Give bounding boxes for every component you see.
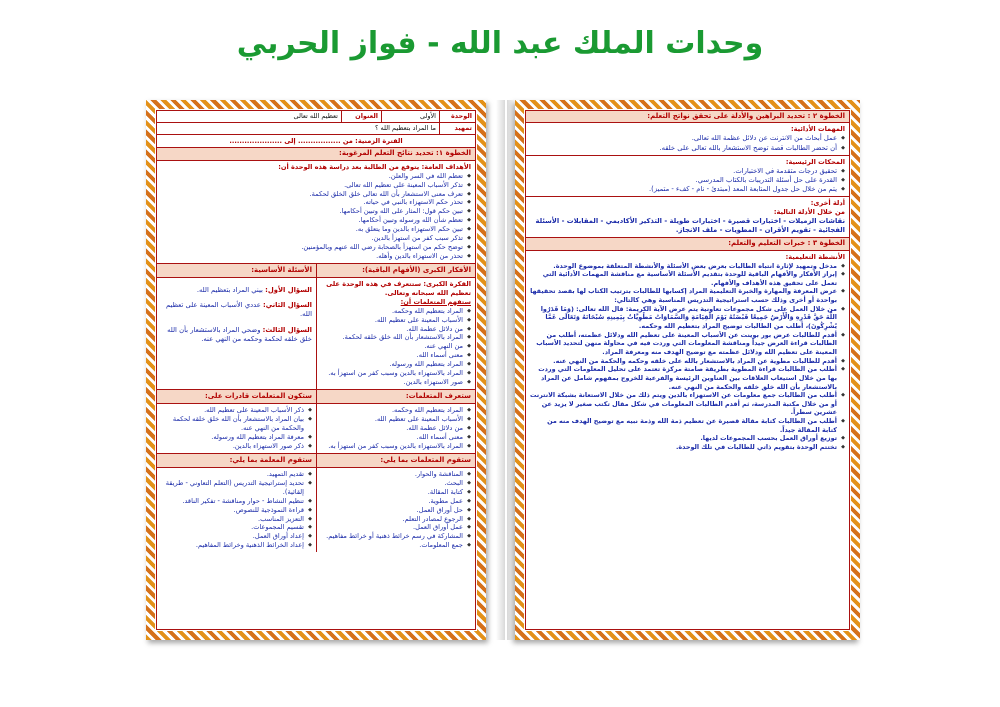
understand-item: ◆ المراد بالاستهزاء بالدين وسبب كفر من استهزأ به. xyxy=(321,369,471,378)
right-document-page xyxy=(515,100,860,640)
student-activity-item: ◆ عمل أوراق العمل. xyxy=(321,523,471,532)
teacher-activity-item: ◆ تقديم التمهيد. xyxy=(161,470,312,479)
skills-title: ستكون المتعلمات قادرات على: xyxy=(157,390,316,403)
teacher-activity-item: ◆ إعداد أوراق العمل. xyxy=(161,532,312,541)
other-evidence-text: نقاشات الزميلات - اختبارات قصيرة - اختبارات طويلة - التذكير الأكاديمي - المقابلات - الأسئلة الفجائية - تقويم الأقران - المطويات - ملف الانجاز. xyxy=(535,216,845,235)
teacher-activity-item: ◆ تقسيم المجموعات. xyxy=(161,523,312,532)
teacher-do-list xyxy=(161,470,312,550)
task-item: ◆ أن تحضر الطالبات قصة توضح الاستشعار بالله تعالى على خلقه. xyxy=(530,144,845,153)
activity-item: ◆ أقدم للطالبات عرض بور بوينت عن الأسباب المعينة على تعظيم الله ودلائل عظمته، أطلب من الطالبات قراءة العرض جيداً ومناقشة المعلومات التي وردت فيه في محاولة منهن لتحديد الأسباب المعينة على تعظيم الله ودلائل عظمته مع توضيح الهدف منه ومعرفة المراد. xyxy=(530,331,845,357)
essential-questions-title: الأسئلة الأساسية: xyxy=(157,264,316,277)
activity-item: ◆ أطلب من الطالبات قراءة المطوية بطريقة صامتة مركزة تعتمد على تحليل المعلومات التي وردت بها من خلال استيعاب العلاقات بين العناوين الرئيسة والفرعية للخروج بمفهوم شامل عن المراد بالاستشعار بأن الله خلق خلقه والحكمة من النهي عنه. xyxy=(530,365,845,391)
activity-item: ◆ مدخل وتمهيد لإثارة انتباه الطالبات بعرض بعض الأسئلة والأنشطة المتعلقة بموضوع الوحدة. xyxy=(530,262,845,271)
intro-row xyxy=(157,123,475,135)
other-evidence-title: أدلة أخرى: xyxy=(810,199,845,208)
intro-value: ما المراد بتعظيم الله ؟ xyxy=(375,123,436,132)
understand-item: ◆ المراد بتعظيم الله وحكمه. xyxy=(321,307,471,316)
knowledge-item: ◆ معنى أسماء الله. xyxy=(321,433,471,442)
knowledge-list xyxy=(321,406,471,450)
step2-header: الخطوة ٢ : تحديد البراهين والأدلة على تحقق نواتج التعلم: xyxy=(526,111,849,123)
skill-item: ◆ ذكر صور الاستهزاء بالدين. xyxy=(161,442,312,451)
skill-item: ◆ معرفة المراد بتعظيم الله ورسوله. xyxy=(161,433,312,442)
activity-item: ◆ أطلب من الطالبات جمع معلومات عن الاستهزاء بالدين ويتم ذلك من خلال الاستعانة بشبكة الانترنت أو من خلال مكتبة المدرسة، ثم أقدم الطالبات المعلومات في شكل مقال تكتب صغير لا يزيد عن عشرين سطراً. xyxy=(530,391,845,417)
unit-value: الأولى xyxy=(381,111,439,122)
skills-list xyxy=(161,406,312,450)
activity-item: ◆ أطلب من الطالبات كتابة مقالة قصيرة عن تعظيم ذمة الله وذمة نبيه مع توضيح الهدف منه من كتابة المقالة جيداً. xyxy=(530,417,845,434)
activities-title: الأنشطة التعليمية: xyxy=(785,252,845,261)
task-item: ◆ عمل أبحاث من الانترنت عن دلائل عظمة الله تعالى. xyxy=(530,134,845,143)
knowledge-item: ◆ المراد بتعظيم الله وحكمه. xyxy=(321,406,471,415)
big-ideas-title: الأفكار الكبرى (الأفهام الباقية): xyxy=(316,264,475,277)
page-title: وحدات الملك عبد الله - فواز الحربي xyxy=(236,26,764,61)
activity-item: ◆ إبراز الأفكار والأفهام الباقية للوحدة بتقديم الأسئلة الأساسية مع مناقشة المهمات الأدائية التي تعمل على تحقيق هذه الأهداف والأفهام. xyxy=(530,270,845,287)
goal-item: ◆ تبين حكم قول: المثار على الله وتبين أحكامها. xyxy=(161,207,471,216)
understand-item: ◆ من دلائل عظمة الله. xyxy=(321,325,471,334)
activity-item: ◆ أقدم للطالبات مطوية عن المراد بالاستشعار بالله على خلقه وحكمه والحكمة من النهي عنه. xyxy=(530,357,845,366)
student-activity-item: ◆ كتابة المقالة. xyxy=(321,488,471,497)
student-activity-item: ◆ عمل مطوية. xyxy=(321,497,471,506)
criteria-item: ◆ يتم من خلال حل جدول المتابعة المعد (مبتدئ - نام - كفء - متميز). xyxy=(530,185,845,194)
goals-list xyxy=(161,172,471,261)
goal-item: ◆ تعظم الله في السر والعلن. xyxy=(161,172,471,181)
goal-item: ◆ تحذر من الاستهزاء بالدين وأهله. xyxy=(161,252,471,261)
activity-item: ◆ عرض المعرفة والمهارة والخبرة التعليمية المراد إكسابها للطالبات بترتيب الكتاب لها بقصد تحقيقها بواحدة أو أخرى وذلك حسب استراتيجية التدريس المناسبة وهي كالتالي: xyxy=(530,287,845,304)
activity-item: ◆ توزيع أوراق العمل بحسب المجموعات لديها. xyxy=(530,434,845,443)
title-value: تعظيم الله تعالى xyxy=(293,112,338,120)
big-idea-text: الفكرة الكبرى: ستتعرف في هذه الوحدة على تعظيم الله سبحانه وتعالى. xyxy=(326,280,471,297)
students-do-title: ستقوم المتعلمات بما يلي: xyxy=(316,454,475,467)
tasks-list xyxy=(530,134,845,152)
intro-label: تمهيد xyxy=(439,123,475,134)
knowledge-item: ◆ المراد بالاستهزاء بالدين وسبب كفر من استهزأ به. xyxy=(321,442,471,451)
student-activity-item: ◆ المشاركة في رسم خرائط ذهنية أو خرائط مفاهيم. xyxy=(321,532,471,541)
q3-label: السؤال الثالث: xyxy=(262,325,312,334)
understand-list xyxy=(321,307,471,387)
goal-item: ◆ توضح حكم من استهزأ بالصحابة رضي الله عنهم وبالمؤمنين. xyxy=(161,243,471,252)
criteria-list xyxy=(530,167,845,195)
q1-label: السؤال الأول: xyxy=(265,286,312,295)
teacher-activity-item: ◆ قراءة النموذجية للنصوص. xyxy=(161,506,312,515)
title-label: العنوان xyxy=(341,111,381,122)
unit-label: الوحدة xyxy=(439,111,475,122)
student-activity-item: ◆ حل أوراق العمل. xyxy=(321,506,471,515)
knowledge-title: ستعرف المتعلمات: xyxy=(316,390,475,403)
goal-item: ◆ تذكر الأسباب المعينة على تعظيم الله تعالى. xyxy=(161,181,471,190)
teacher-activity-item: ◆ إعداد الخرائط الذهنية وخرائط المفاهيم. xyxy=(161,541,312,550)
student-activity-item: ◆ الرجوع لمصادر التعلم. xyxy=(321,515,471,524)
activities-list xyxy=(530,262,845,452)
skill-item: ◆ بيان المراد بالاستشعار بأن الله خلق خلقه لحكمة والحكمة من النهي عنه. xyxy=(161,415,312,433)
criteria-item: ◆ القدرة على حل أسئلة التدريبات بالكتاب المدرسي. xyxy=(530,176,845,185)
understand-title: ستفهم المتعلمات أن: xyxy=(400,297,471,306)
student-activity-item: ◆ المناقشة والحوار. xyxy=(321,470,471,479)
goals-title: الأهداف العامة: يتوقع من الطالبة بعد دراسة هذه الوحدة أن: xyxy=(278,162,471,171)
criteria-item: ◆ تحقيق درجات متقدمة في الاختبارات. xyxy=(530,167,845,176)
student-activity-item: ◆ البحث. xyxy=(321,479,471,488)
goal-item: ◆ تحذر حكم الاستهزاء بالنبي في حياته. xyxy=(161,198,471,207)
understand-item: ◆ صور الاستهزاء بالدين. xyxy=(321,378,471,387)
activity-item: ◆ من خلال العمل على شكل مجموعات تعاونية يتم عرض الآية الكريمة: قال الله تعالى: (وَمَا قَدَرُوا اللَّهَ حَقَّ قَدْرِهِ وَالْأَرْضُ جَمِيعًا قَبْضَتُهُ يَوْمَ الْقِيَامَةِ وَالسَّمَاوَاتُ مَطْوِيَّاتٌ بِيَمِينِهِ سُبْحَانَهُ وَتَعَالَى عَمَّا يُشْرِكُونَ)، أطلب من الطالبات توضيح المراد بتعظيم الله وحكمه. xyxy=(530,305,845,331)
skill-item: ◆ ذكر الأسباب المعينة على تعظيم الله. xyxy=(161,406,312,415)
knowledge-item: ◆ الأسباب المعينة على تعظيم الله. xyxy=(321,415,471,424)
q1-text: بيني المراد بتعظيم الله. xyxy=(196,286,263,295)
step3-header: الخطوة ٣ : خبرات التعليم والتعلم: xyxy=(526,238,849,250)
understand-item: ◆ معنى أسماء الله. xyxy=(321,351,471,360)
teacher-activity-item: ◆ تنظيم النشاط - حوار ومناقشة - تفكير الناقد. xyxy=(161,497,312,506)
other-evidence-sub: من خلال الأدلة التالية: xyxy=(773,207,845,216)
understand-item: ◆ المراد بالاستشعار بأن الله خلق خلقه لحكمة. xyxy=(321,333,471,342)
understand-item: ◆ المراد بتعظيم الله ورسوله. xyxy=(321,360,471,369)
time-period: الفترة الزمنية: من ................. إلى ..................... xyxy=(157,135,475,149)
unit-info-table xyxy=(157,111,475,123)
left-document-page xyxy=(146,100,486,640)
step1-header: الخطوة ١: تحديد نتائج التعلم المرغوبة: xyxy=(157,148,475,160)
activity-item: ◆ تختتم الوحدة بتقويم ذاتي للطالبات في تلك الوحدة. xyxy=(530,443,845,452)
goal-item: ◆ تذكر سبب كفر من استهزأ بالدين. xyxy=(161,234,471,243)
criteria-title: المحكات الرئيسية: xyxy=(785,157,845,166)
goal-item: ◆ تعرف معنى الاستشعار بأن الله تعالى خلق الخلق لحكمة. xyxy=(161,190,471,199)
q3-text: وضحي المراد بالاستشعار بأن الله خلق خلقه لحكمة وحكمه من النهي عنه. xyxy=(167,325,312,343)
knowledge-item: ◆ من دلائل عظمة الله. xyxy=(321,424,471,433)
q2-label: السؤال الثاني: xyxy=(262,301,312,310)
understand-item: ◆ الأسباب المعينة على تعظيم الله. xyxy=(321,316,471,325)
teacher-do-title: ستقوم المعلمة بما يلي: xyxy=(157,454,316,467)
teacher-activity-item: ◆ التعزيز المناسب. xyxy=(161,515,312,524)
tasks-title: المهمات الأدائية: xyxy=(791,125,845,134)
goal-item: ◆ تبين حكم الاستهزاء بالدين وما يتعلق به. xyxy=(161,225,471,234)
goal-item: ◆ تعظم شأن الله ورسوله وتبين أحكامها. xyxy=(161,216,471,225)
book-fold-right xyxy=(507,100,515,640)
students-do-list xyxy=(321,470,471,550)
understand-item: ◆ من النهي عنه. xyxy=(321,342,471,351)
book-fold-left xyxy=(496,100,505,640)
student-activity-item: ◆ جمع المعلومات. xyxy=(321,541,471,550)
teacher-activity-item: ◆ تحديد إستراتيجية التدريس (التعلم التعاوني - طريقة إلقائية). xyxy=(161,479,312,497)
q2-text: عددي الأسباب المعينة على تعظيم الله. xyxy=(166,301,312,319)
